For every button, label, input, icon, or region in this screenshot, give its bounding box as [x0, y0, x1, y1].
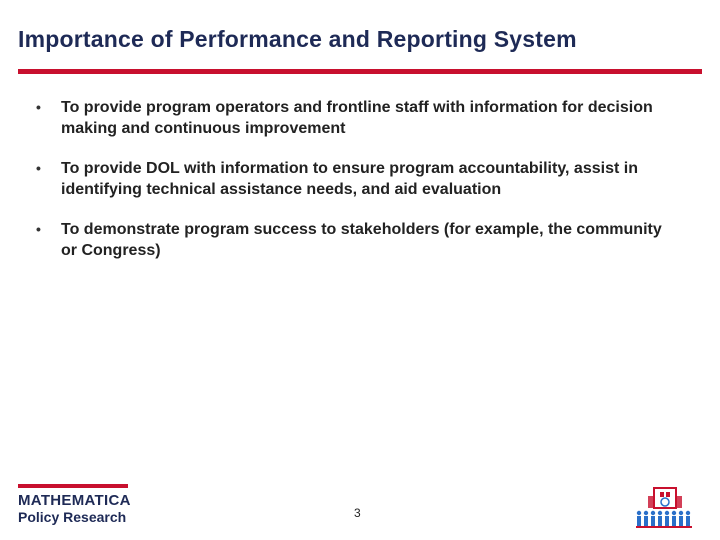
logo-wordmark: MATHEMATICA: [18, 492, 131, 509]
bullet-marker: •: [36, 160, 41, 176]
bullet-marker: •: [36, 99, 41, 115]
footer-divider: [18, 484, 128, 488]
mathematica-logo: [18, 493, 131, 526]
bullet-marker: •: [36, 221, 41, 237]
bullet-list: [36, 97, 676, 280]
bullet-text: To demonstrate program success to stakeholders (for example, the community or Congress): [61, 221, 662, 259]
bullet-text: To provide program operators and frontline staff with information for decision making and continuous improvement: [61, 99, 653, 137]
logo-tagline: Policy Research: [18, 509, 127, 525]
bullet-item: [36, 158, 676, 200]
bullet-item: [36, 97, 676, 139]
youthbuild-people-emblem-icon: [634, 486, 696, 530]
bullet-item: [36, 219, 676, 261]
title-divider: [18, 69, 702, 74]
page-number: 3: [354, 506, 361, 520]
bullet-text: To provide DOL with information to ensure program accountability, assist in identifying technical assistance needs, and aid evaluation: [61, 160, 638, 198]
slide-title: Importance of Performance and Reporting System: [18, 26, 577, 52]
